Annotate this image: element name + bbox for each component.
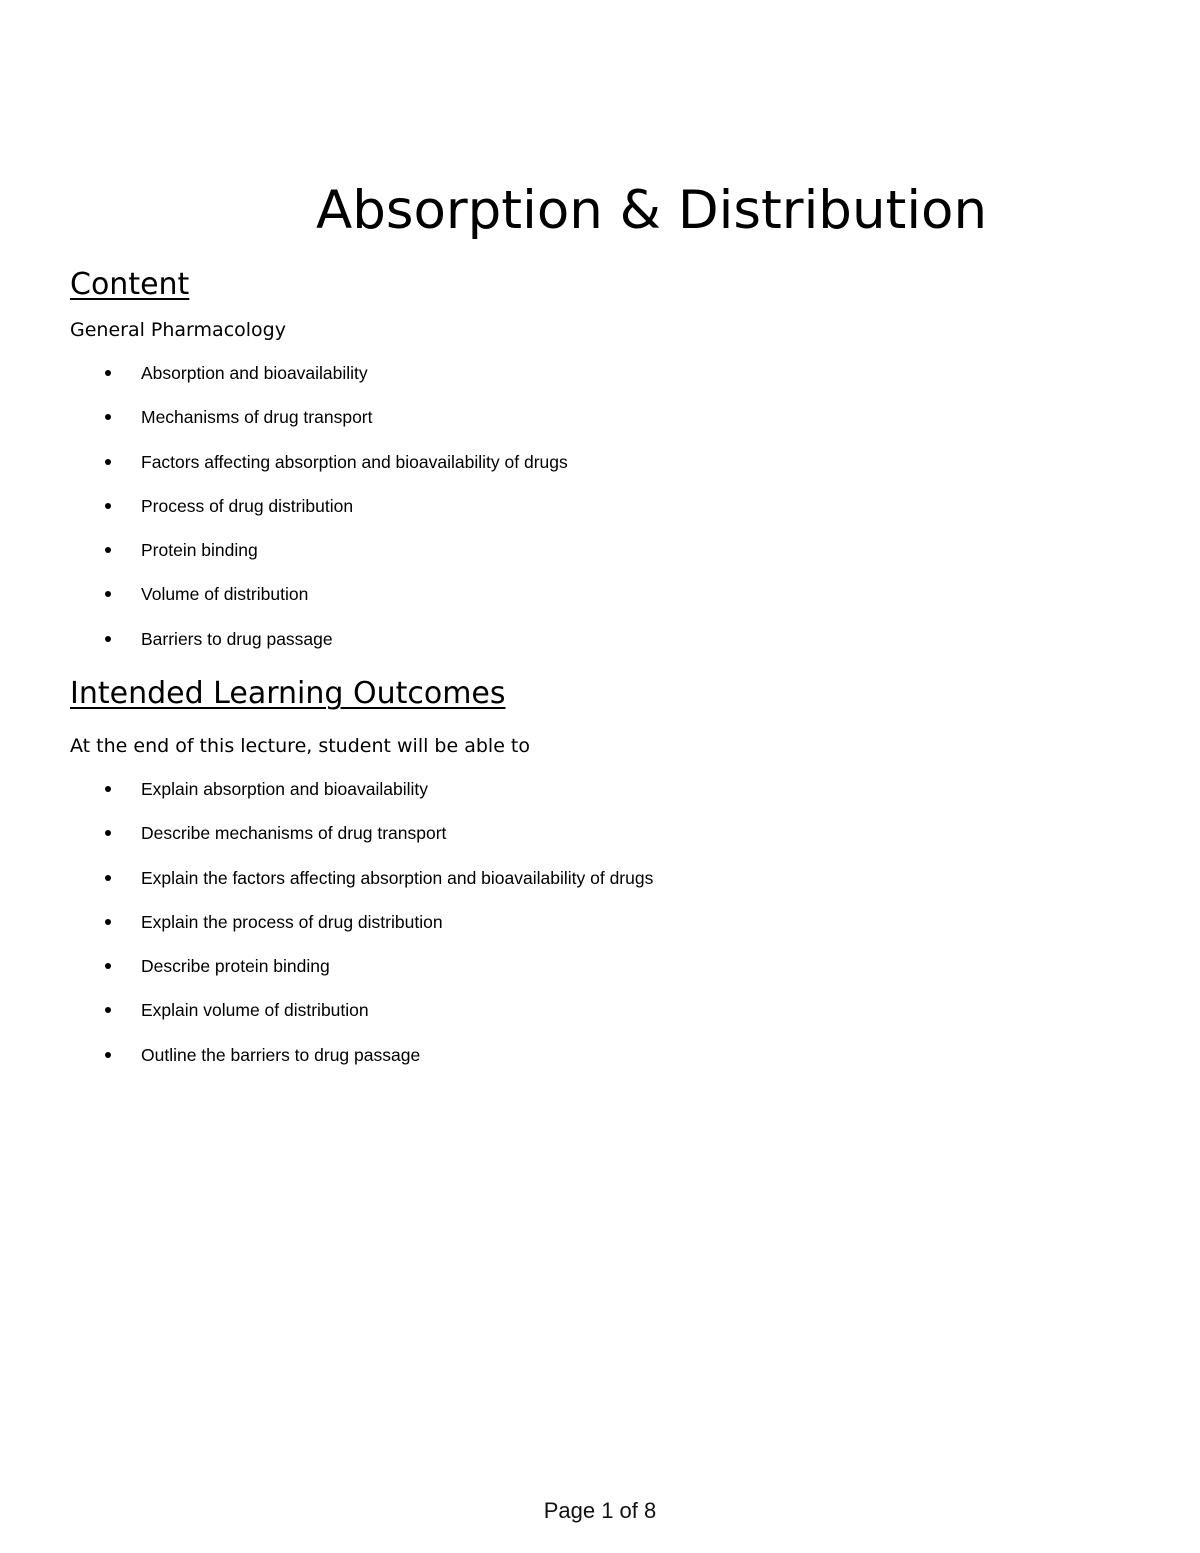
learning-outcomes-intro: At the end of this lecture, student will be able to [70, 735, 530, 757]
page-number: Page 1 of 8 [543, 1498, 657, 1523]
list-item-label: Barriers to drug passage [141, 628, 333, 649]
bullet-icon [105, 963, 111, 969]
bullet-icon [105, 591, 111, 597]
bullet-icon [105, 786, 111, 792]
list-item [70, 626, 1140, 670]
bullet-icon [105, 459, 111, 465]
list-item [70, 776, 1140, 820]
bullet-icon [105, 919, 111, 925]
list-item [70, 449, 1140, 493]
list-item-label: Describe protein binding [141, 956, 330, 977]
bullet-icon [105, 1007, 111, 1013]
document-title: Absorption & Distribution [315, 180, 988, 241]
list-item-label: Explain the factors affecting absorption and bioavailability of drugs [141, 867, 654, 888]
list-item [70, 360, 1140, 404]
learning-outcomes-section [70, 674, 1140, 1086]
list-item-label: Describe mechanisms of drug transport [141, 823, 447, 844]
list-item [70, 820, 1140, 864]
list-item [70, 997, 1140, 1041]
learning-outcomes-list [70, 776, 1140, 1086]
list-item [70, 909, 1140, 953]
bullet-icon [105, 1052, 111, 1058]
bullet-icon [105, 370, 111, 376]
bullet-icon [105, 830, 111, 836]
list-item-label: Factors affecting absorption and bioavailability of drugs [141, 451, 568, 472]
list-item-label: Explain the process of drug distribution [141, 911, 443, 932]
list-item-label: Explain absorption and bioavailability [141, 779, 428, 799]
content-heading: Content [70, 267, 190, 302]
list-item-label: Outline the barriers to drug passage [141, 1044, 421, 1065]
list-item-label: Mechanisms of drug transport [141, 407, 373, 428]
list-item [70, 537, 1140, 581]
list-item [70, 581, 1140, 625]
list-item-label: Process of drug distribution [141, 495, 354, 516]
bullet-icon [105, 503, 111, 509]
content-intro: General Pharmacology [70, 319, 286, 341]
list-item [70, 953, 1140, 997]
list-item-label: Absorption and bioavailability [141, 363, 368, 383]
list-item [70, 865, 1140, 909]
list-item-label: Explain volume of distribution [141, 1000, 369, 1021]
bullet-icon [105, 636, 111, 642]
learning-outcomes-heading: Intended Learning Outcomes [70, 676, 506, 711]
bullet-icon [105, 875, 111, 881]
list-item [70, 1042, 1140, 1086]
content-list [70, 360, 1140, 670]
bullet-icon [105, 547, 111, 553]
content-section [70, 265, 1140, 670]
list-item-label: Volume of distribution [141, 584, 309, 605]
list-item [70, 404, 1140, 448]
bullet-icon [105, 414, 111, 420]
list-item-label: Protein binding [141, 540, 258, 561]
list-item [70, 493, 1140, 537]
